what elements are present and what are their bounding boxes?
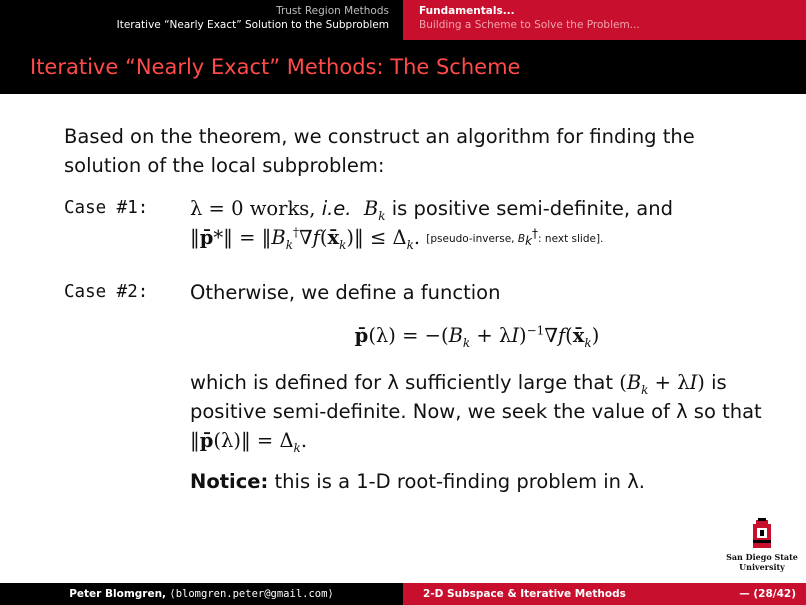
nav-frame-panel [403,0,806,40]
nav-current-link[interactable]: Fundamentals... [419,5,515,17]
case-1-ie: i.e. [321,197,352,220]
nav-subsection-link[interactable]: Iterative “Nearly Exact” Solution to the Subproblem [116,19,389,31]
case-1-lead: λ = 0 works, [190,197,316,220]
case-2-label: Case #2: [64,282,149,302]
frame-title-bar [0,40,806,94]
footer-page-number: — (28/42) [739,588,796,600]
notice-label: Notice: [190,470,269,493]
math-bk-plus-lambda: $(B_k + \lambda I)$ [619,371,705,397]
logo-line-1: San Diego State [726,552,798,562]
notice-text: this is a 1-D root-finding problem in λ. [274,470,645,493]
footer-title-panel [403,583,806,605]
footer-author-panel [0,583,403,605]
university-logo-text [722,552,802,572]
case-2 [64,278,764,496]
logo-line-2: University [739,562,785,572]
intro-text: Based on the theorem, we construct an algorithm for finding the solution of the local subproblem: [64,125,695,177]
case-1-rest: is positive semi-definite, and [391,197,673,220]
case-2-para-a: which is defined for λ sufficiently large that [190,371,614,394]
footer-email: ⟨blomgren.peter@gmail.com⟩ [169,588,334,600]
slide-body [64,122,764,496]
nav-next-link[interactable]: Building a Scheme to Solve the Problem... [419,19,640,31]
nav-section-panel [0,0,403,40]
case-2-para [190,368,764,455]
footer-title: 2-D Subspace & Iterative Methods [423,588,626,600]
case-2-line-1: Otherwise, we define a function [190,281,501,304]
case-1 [64,194,764,254]
case-2-para-b: is positive semi-definite. Now, we seek the value of λ so that [190,371,762,423]
university-seal-icon [748,518,776,550]
math-pseudo-inverse-bound: ‖p̄*‖ = $‖B_k^\dagger\nabla f(x̄_k)‖ \le \Delta_k$. [190,225,421,252]
header-nav [0,0,806,40]
frame-title: Iterative “Nearly Exact” Methods: The Scheme [30,55,521,79]
footer-bar [0,583,806,605]
nav-section-link[interactable]: Trust Region Methods [276,5,389,17]
notice-line [190,467,764,496]
case-1-line-1 [190,194,764,223]
case-1-note: [pseudo-inverse, $B_k^\dagger$: next slide]. [426,226,604,249]
math-p-lambda-equation: p̄(λ) = $-(B_k$ + $\lambda I)^{-1}\nabla f(x̄_k)$ [354,323,600,350]
math-bk: $B_k$ [363,197,386,223]
footer-author: Peter Blomgren, [69,588,167,600]
case-1-line-2 [190,223,764,254]
math-norm-equals-delta: ‖p̄(λ)‖ = $\Delta_k$. [190,429,308,455]
case-1-label: Case #1: [64,198,149,218]
university-logo [722,518,802,576]
